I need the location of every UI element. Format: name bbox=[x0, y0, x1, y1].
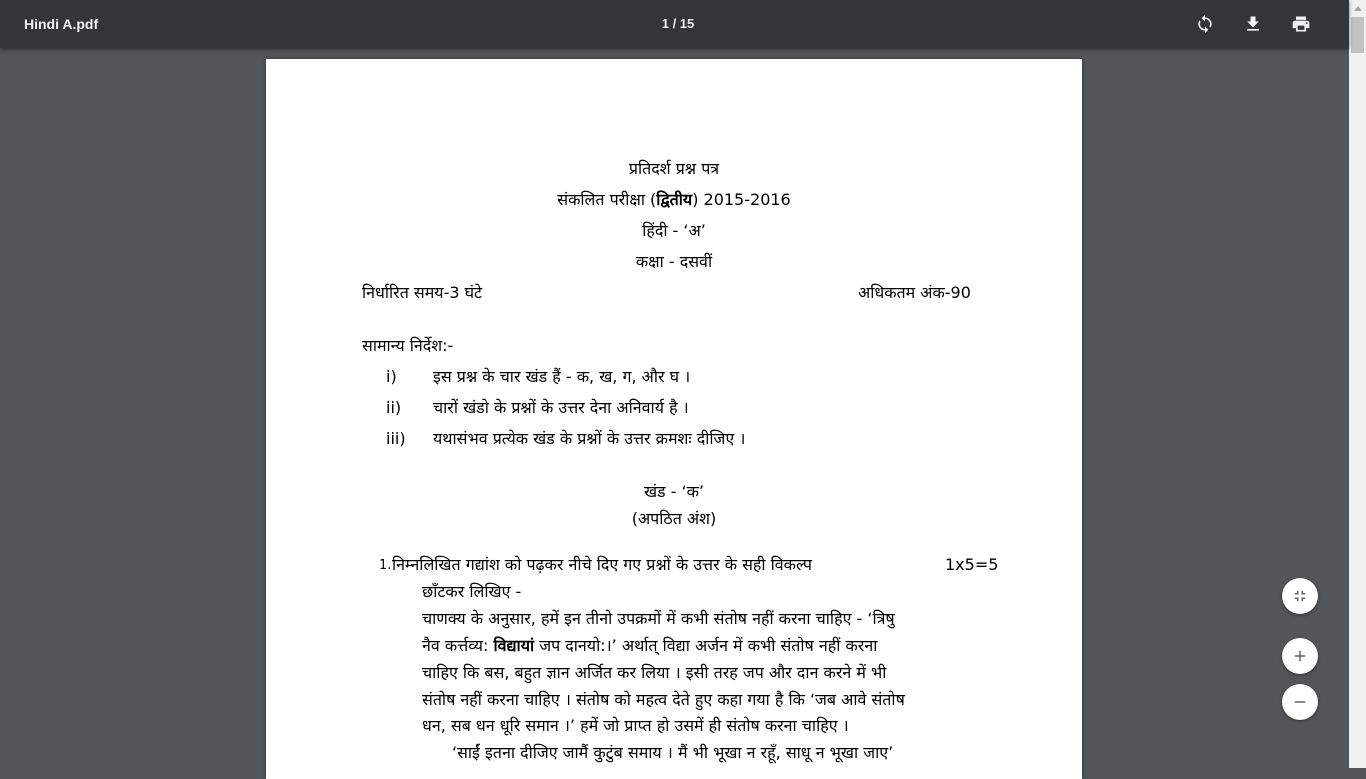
class-title: कक्षा - दसवीं bbox=[635, 252, 713, 271]
instruction-text: चारों खंडो के प्रश्नों के उत्तर देना अनिवार्य है । bbox=[433, 398, 689, 417]
fit-to-page-button[interactable] bbox=[1282, 578, 1318, 614]
instruction-number: iii) bbox=[386, 429, 406, 448]
exam-title-bold: द्वितीय bbox=[656, 190, 693, 209]
print-icon bbox=[1291, 14, 1311, 34]
passage-line: धन, सब धन धूरि समान ।’ हमें जो प्राप्त हो उसमें ही संतोष करना चाहिए । bbox=[422, 716, 849, 735]
exam-title bbox=[266, 190, 1082, 210]
fit-to-page-icon bbox=[1291, 587, 1309, 605]
subject-title: हिंदी - ‘अ’ bbox=[642, 221, 706, 240]
exam-title-post: ) 2015-2016 bbox=[692, 190, 791, 209]
pdf-toolbar bbox=[0, 0, 1349, 48]
zoom-out-icon bbox=[1291, 693, 1309, 711]
passage-line-post: जप दानयो:।’ अर्थात् विद्या अर्जन में कभी संतोष नहीं करना bbox=[534, 636, 878, 655]
vertical-scrollbar[interactable] bbox=[1349, 0, 1366, 768]
passage-line: संतोष नहीं करना चाहिए । संतोष को महत्व देते हुए कहा गया है कि ‘जब आवे संतोष bbox=[422, 690, 905, 709]
instructions-title: सामान्य निर्देश:- bbox=[362, 336, 454, 355]
instruction-number: i) bbox=[386, 367, 397, 386]
passage-line: चाहिए कि बस, बहुत ज्ञान अर्जित कर लिया । इसी तरह जप और दान करने में भी bbox=[422, 663, 887, 682]
question-text-continued: छाँटकर लिखिए - bbox=[422, 582, 522, 601]
instruction-text: इस प्रश्न के चार खंड हैं - क, ख, ग, और घ । bbox=[433, 367, 691, 386]
pdf-page bbox=[266, 59, 1082, 779]
paper-title: प्रतिदर्श प्रश्न पत्र bbox=[628, 159, 720, 178]
zoom-out-button[interactable] bbox=[1282, 684, 1318, 720]
question-number: 1. bbox=[379, 558, 392, 573]
download-icon bbox=[1243, 14, 1263, 34]
rotate-button[interactable] bbox=[1189, 8, 1221, 40]
document-title: Hindi A.pdf bbox=[24, 16, 99, 32]
instruction-text: यथासंभव प्रत्येक खंड के प्रश्नों के उत्तर क्रमशः दीजिए । bbox=[433, 429, 746, 448]
section-title: खंड - ‘क’ bbox=[643, 482, 705, 501]
page-indicator: 1 / 15 bbox=[661, 16, 695, 31]
download-button[interactable] bbox=[1237, 8, 1269, 40]
instruction-number: ii) bbox=[386, 398, 402, 417]
passage-line-bold: विद्यायां bbox=[493, 636, 535, 655]
passage-line: चाणक्य के अनुसार, हमें इन तीनो उपक्रमों में कभी संतोष नहीं करना चाहिए - ‘त्रिषु bbox=[422, 609, 895, 628]
passage-line-pre: नैव कर्त्तव्य: bbox=[422, 636, 494, 655]
print-button[interactable] bbox=[1285, 8, 1317, 40]
time-allowed: निर्धारित समय-3 घंटे bbox=[362, 283, 483, 302]
question-text: निम्नलिखित गद्यांश को पढ़कर नीचे दिए गए प्रश्नों के उत्तर के सही विकल्प bbox=[392, 555, 812, 574]
question-marks: 1x5=5 bbox=[945, 555, 999, 574]
scroll-thumb[interactable] bbox=[1351, 17, 1364, 53]
passage-line bbox=[422, 636, 877, 656]
scroll-up-arrow[interactable] bbox=[1349, 0, 1366, 17]
zoom-in-button[interactable] bbox=[1282, 638, 1318, 674]
exam-title-pre: संकलित परीक्षा ( bbox=[557, 190, 657, 209]
passage-quote-line: ‘साईं इतना दीजिए जामैं कुटुंब समाय । मैं भी भूखा न रहूँ, साधू न भूखा जाए’ bbox=[452, 743, 894, 762]
max-marks: अधिकतम अंक-90 bbox=[858, 283, 971, 302]
rotate-icon bbox=[1195, 14, 1215, 34]
section-subtitle: (अपठित अंश) bbox=[631, 509, 717, 528]
zoom-in-icon bbox=[1291, 647, 1309, 665]
